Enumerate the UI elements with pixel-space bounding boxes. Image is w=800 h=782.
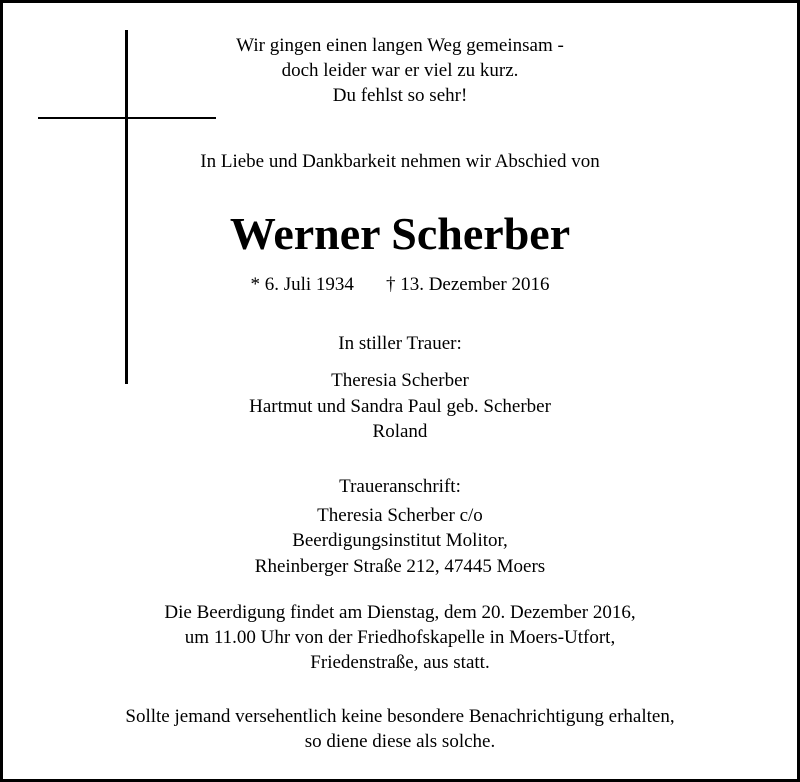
address-heading: Traueranschrift: [339, 476, 461, 497]
address-line: Rheinberger Straße 212, 47445 Moers [254, 556, 546, 577]
poem-line: Du fehlst so sehr! [332, 85, 468, 106]
mourner-name: Roland [372, 421, 428, 442]
closing-line: so diene diese als solche. [304, 731, 496, 752]
address-line: Beerdigungsinstitut Molitor, [292, 530, 508, 551]
address-line: Theresia Scherber c/o [317, 505, 483, 526]
deceased-name: Werner Scherber [229, 208, 571, 259]
poem-line: Wir gingen einen langen Weg gemeinsam - [236, 35, 564, 56]
intro-text: In Liebe und Dankbarkeit nehmen wir Abschied von [200, 151, 600, 172]
cross-icon-horizontal [38, 117, 216, 119]
funeral-line: Die Beerdigung findet am Dienstag, dem 20. Dezember 2016, [164, 602, 636, 623]
funeral-line: Friedenstraße, aus statt. [310, 652, 490, 673]
funeral-line: um 11.00 Uhr von der Friedhofskapelle in Moers-Utfort, [184, 627, 616, 648]
mourner-name: Hartmut und Sandra Paul geb. Scherber [249, 396, 551, 417]
mourners-heading: In stiller Trauer: [338, 333, 462, 354]
poem-line: doch leider war er viel zu kurz. [281, 60, 519, 81]
death-date: † 13. Dezember 2016 [385, 274, 550, 295]
life-dates [0, 273, 800, 297]
mourner-name: Theresia Scherber [331, 370, 469, 391]
closing-line: Sollte jemand versehentlich keine besondere Benachrichtigung erhalten, [125, 706, 675, 727]
birth-date: * 6. Juli 1934 [250, 274, 354, 295]
